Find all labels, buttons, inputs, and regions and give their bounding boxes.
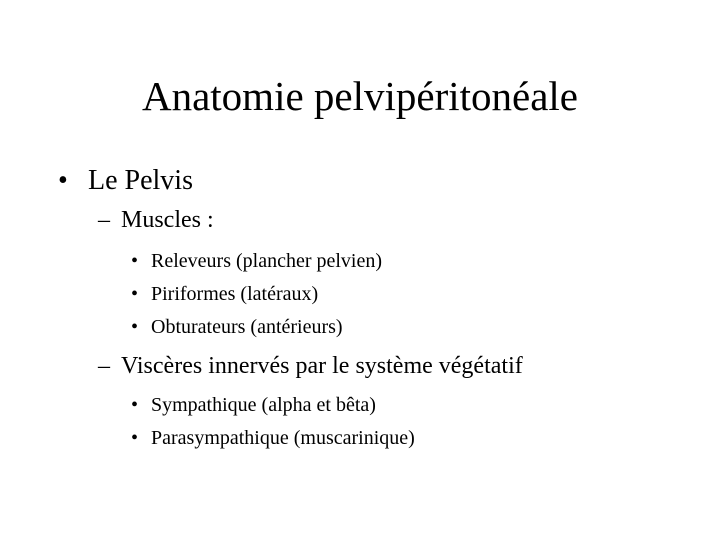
bullet-marker: • bbox=[131, 394, 139, 416]
subbullet-text: Viscères innervés par le système végétatif bbox=[121, 353, 523, 379]
viscere-item-text: Parasympathique (muscarinique) bbox=[151, 427, 415, 449]
viscere-item-text: Sympathique (alpha et bêta) bbox=[151, 394, 376, 416]
bullet-text: Le Pelvis bbox=[88, 165, 193, 196]
subbullet-text: Muscles : bbox=[121, 207, 214, 233]
bullet-marker: • bbox=[131, 316, 139, 338]
slide-title: Anatomie pelvipéritonéale bbox=[141, 73, 579, 119]
subbullet-muscles bbox=[98, 205, 214, 235]
muscle-item-text: Releveurs (plancher pelvien) bbox=[151, 250, 383, 272]
subbullet-visceres bbox=[98, 351, 523, 381]
dash-marker: – bbox=[98, 207, 110, 233]
bullet-marker: • bbox=[58, 165, 68, 196]
viscere-item bbox=[131, 425, 415, 451]
bullet-marker: • bbox=[131, 283, 139, 305]
muscle-item-text: Piriformes (latéraux) bbox=[151, 283, 319, 305]
muscle-item bbox=[131, 248, 382, 274]
muscle-item bbox=[131, 281, 318, 307]
bullet-marker: • bbox=[131, 250, 139, 272]
muscle-item bbox=[131, 314, 343, 340]
dash-marker: – bbox=[98, 353, 110, 379]
bullet-marker: • bbox=[131, 427, 139, 449]
viscere-item bbox=[131, 392, 376, 418]
bullet-le-pelvis bbox=[58, 164, 193, 198]
muscle-item-text: Obturateurs (antérieurs) bbox=[151, 316, 343, 338]
